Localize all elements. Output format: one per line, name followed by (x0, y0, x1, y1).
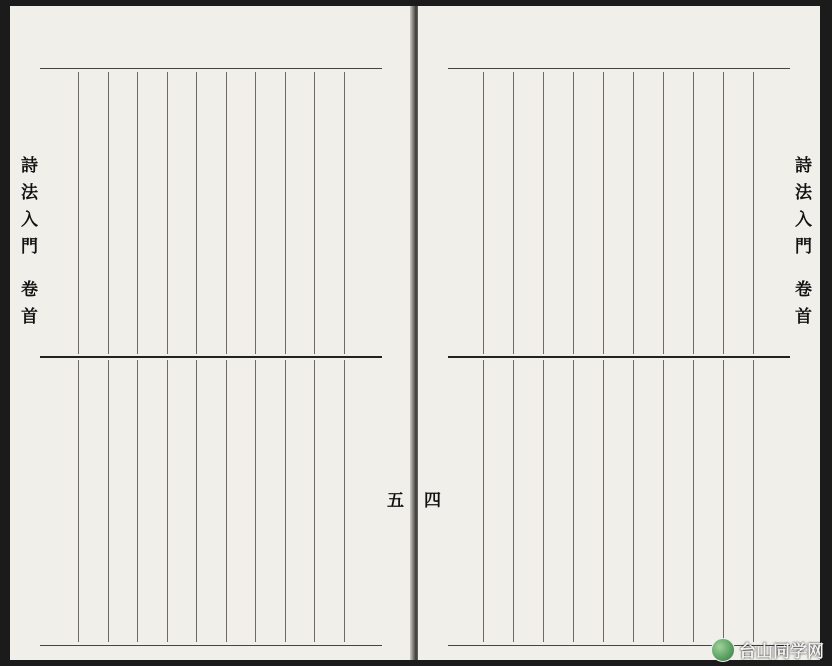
text-column (286, 360, 315, 642)
right-top-text-block (454, 72, 784, 354)
text-column (694, 360, 724, 642)
text-column (256, 360, 285, 642)
text-column (227, 72, 256, 354)
text-column (484, 72, 514, 354)
text-column (454, 360, 484, 642)
right-bottom-text-block (454, 360, 784, 642)
text-column (634, 72, 664, 354)
text-column (664, 72, 694, 354)
text-column (109, 360, 138, 642)
top-rule (448, 68, 790, 69)
section-divider (448, 356, 790, 358)
text-column (315, 360, 344, 642)
text-column (634, 360, 664, 642)
text-column (256, 72, 285, 354)
running-head: 詩法入門 卷首 (17, 156, 37, 334)
top-rule (40, 68, 382, 69)
text-column (79, 360, 108, 642)
bottom-rule (40, 645, 382, 646)
text-column (138, 72, 167, 354)
text-column (138, 360, 167, 642)
text-column (345, 72, 374, 354)
text-column (544, 72, 574, 354)
right-page (418, 6, 820, 660)
text-column (50, 360, 79, 642)
text-column (514, 72, 544, 354)
section-divider (40, 356, 382, 358)
text-column (50, 72, 79, 354)
watermark-label: 台山同学网 (739, 642, 824, 662)
text-column (664, 360, 694, 642)
text-column (286, 72, 315, 354)
text-column (574, 72, 604, 354)
text-column (694, 72, 724, 354)
left-top-text-block (50, 72, 374, 354)
text-column (754, 72, 784, 354)
text-column (168, 360, 197, 642)
text-column (454, 72, 484, 354)
text-column (168, 72, 197, 354)
text-column (345, 360, 374, 642)
site-watermark (711, 637, 824, 662)
text-column (754, 360, 784, 642)
page-number: 五 (387, 491, 404, 511)
text-column (604, 360, 634, 642)
running-head: 詩法入門 卷首 (791, 156, 811, 334)
left-bottom-text-block (50, 360, 374, 642)
text-column (197, 72, 226, 354)
text-column (315, 72, 344, 354)
text-column (227, 360, 256, 642)
text-column (604, 72, 634, 354)
left-page (10, 6, 412, 660)
text-column (724, 72, 754, 354)
globe-icon (711, 638, 735, 662)
text-column (79, 72, 108, 354)
page-number: 四 (424, 491, 441, 511)
text-column (574, 360, 604, 642)
text-column (109, 72, 138, 354)
text-column (484, 360, 514, 642)
book-spread (10, 6, 822, 660)
text-column (724, 360, 754, 642)
text-column (197, 360, 226, 642)
text-column (544, 360, 574, 642)
text-column (514, 360, 544, 642)
